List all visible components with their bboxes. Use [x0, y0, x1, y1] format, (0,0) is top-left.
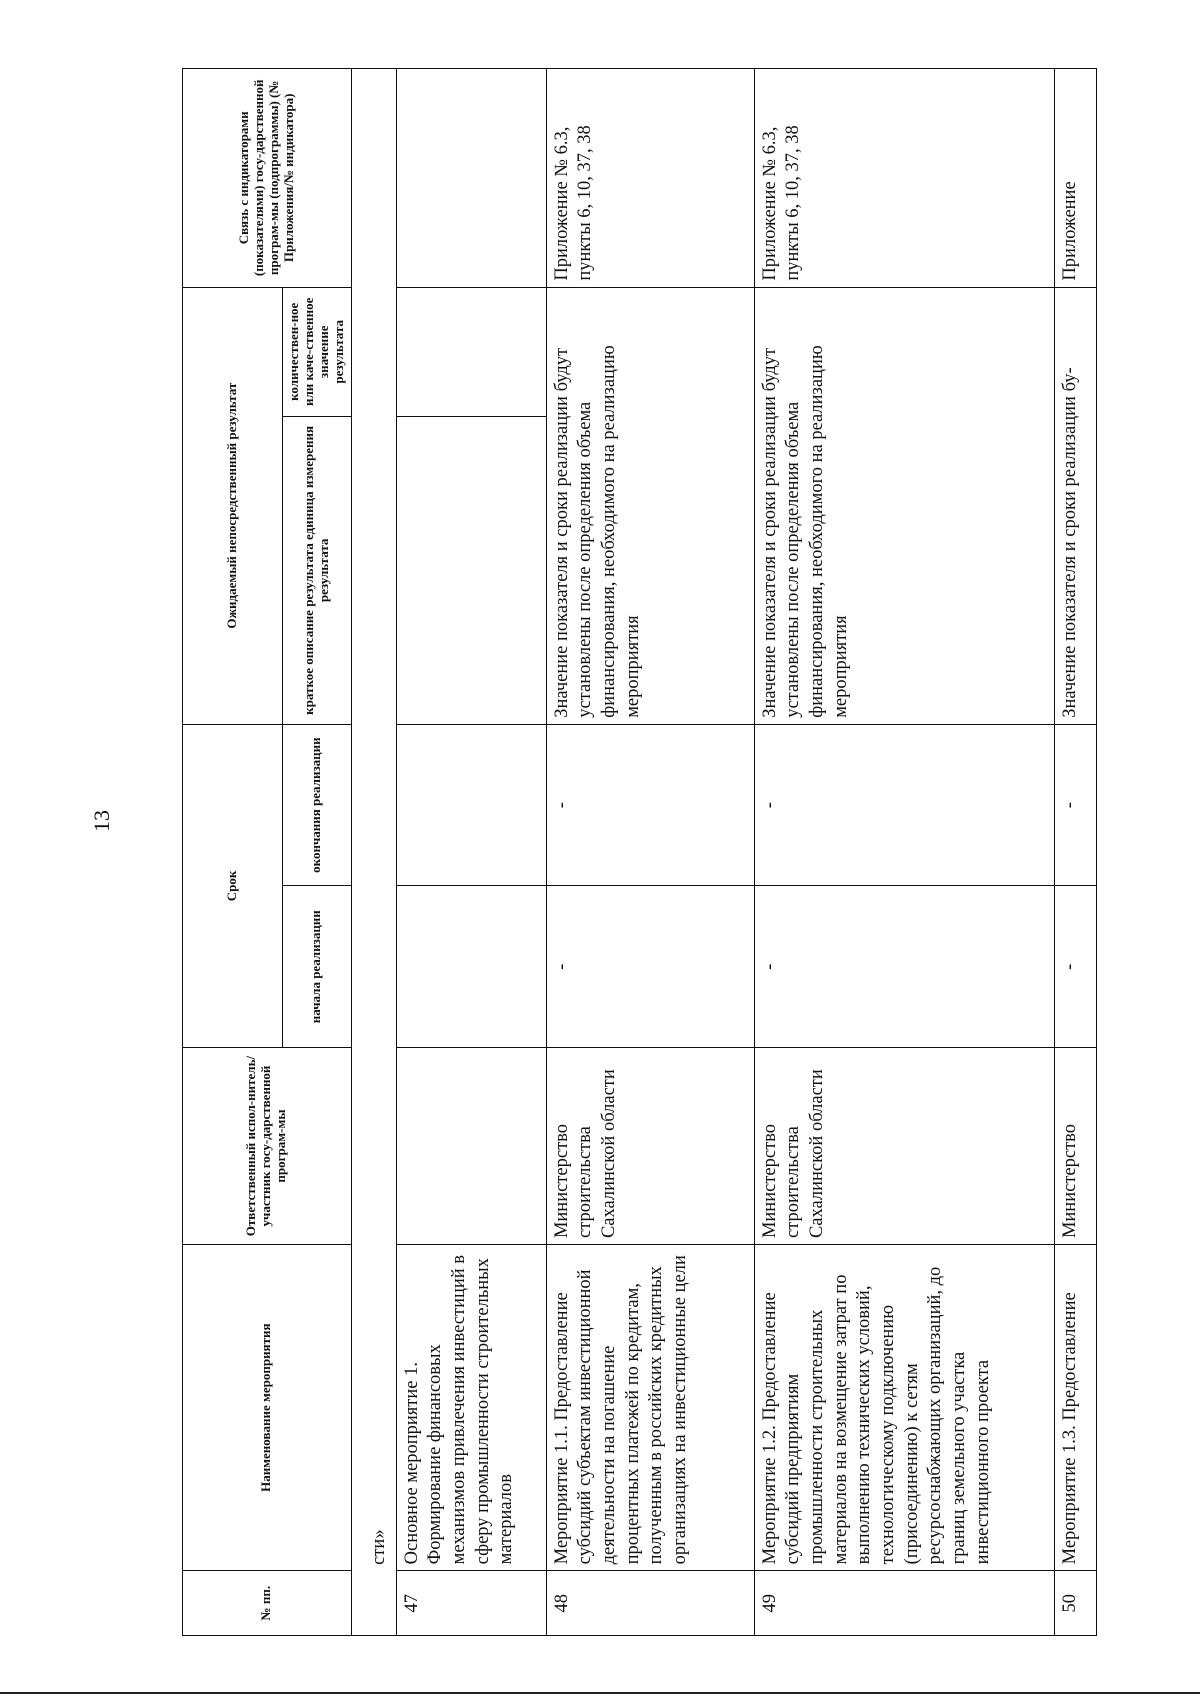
- table-row: [546, 69, 754, 1636]
- row-desc: Значение показателя и сроки реализации бу-: [1054, 287, 1096, 724]
- header-term: Срок: [183, 724, 283, 1047]
- header-result-value: количествен-ное или каче-ственное значение результата: [283, 287, 352, 416]
- row-desc: [396, 416, 546, 724]
- table-row: [396, 69, 546, 1636]
- row-responsible: Министерство строительства Сахалинской области: [754, 1048, 1054, 1245]
- row-responsible: Министерство: [1054, 1048, 1096, 1245]
- row-name: Мероприятие 1.1. Предоставление субсидий субъектам инвестиционной деятельности на погашение процентных платежей по кредитам, полученным в российских кредитных организациях на инвестиционные цели: [546, 1245, 754, 1571]
- row-responsible: Министерство строительства Сахалинской области: [546, 1048, 754, 1245]
- header-responsible: Ответственный испол-нитель/участник госу-дарственной програм-мы: [183, 1048, 352, 1245]
- header-term-start: начала реализации: [283, 886, 352, 1048]
- row-start: [396, 886, 546, 1048]
- row-end: -: [1054, 724, 1096, 886]
- measures-table: [182, 68, 1097, 1636]
- continuation-row: [351, 69, 396, 1636]
- row-name: Мероприятие 1.3. Предоставление: [1054, 1245, 1096, 1571]
- row-link: Приложение № 6.3, пункты 6, 10, 37, 38: [546, 69, 754, 288]
- table-row: [1054, 69, 1096, 1636]
- row-start: -: [546, 886, 754, 1048]
- rotated-table-wrapper: [182, 68, 1090, 1636]
- header-result-desc: краткое описание результата единица измерения результата: [283, 416, 352, 724]
- row-name: Мероприятие 1.2. Предоставление субсидий предприятиям промышленности строительных материалов на возмещение затрат по выполнению технических условий, технологическому подключению (присоединению) к сетям ресурсоснабжающих организаций, до границ земельного участка инвестиционного проекта: [754, 1245, 1054, 1571]
- header-link: Связь с индикаторами (показателями) госу-дарственной програм-мы (подпрограммы) (№ Приложения/№ индикатора): [183, 69, 352, 288]
- row-link: [396, 69, 546, 288]
- continuation-text: сти»: [351, 69, 396, 1571]
- header-result: Ожидаемый непосредственный результат: [183, 287, 283, 724]
- scan-edge-line: [0, 1692, 1200, 1694]
- row-value: [396, 287, 546, 416]
- row-start: -: [1054, 886, 1096, 1048]
- header-num: № пп.: [183, 1571, 352, 1636]
- table-row: [754, 69, 1054, 1636]
- row-link: Приложение: [1054, 69, 1096, 288]
- row-num: 48: [546, 1571, 754, 1636]
- row-num: 50: [1054, 1571, 1096, 1636]
- row-end: -: [754, 724, 1054, 886]
- row-desc: Значение показателя и сроки реализации будут установлены после определения объема финансирования, необходимого на реализацию мероприятия: [546, 287, 754, 724]
- header-term-end: окончания реализации: [283, 724, 352, 886]
- header-row-1: [183, 69, 283, 1636]
- row-end: -: [546, 724, 754, 886]
- row-end: [396, 724, 546, 886]
- row-link: Приложение № 6.3, пункты 6, 10, 37, 38: [754, 69, 1054, 288]
- row-desc: Значение показателя и сроки реализации будут установлены после определения объема финансирования, необходимого на реализацию мероприятия: [754, 287, 1054, 724]
- row-num: 49: [754, 1571, 1054, 1636]
- row-start: -: [754, 886, 1054, 1048]
- page-number: 13: [89, 810, 114, 832]
- row-num: 47: [396, 1571, 546, 1636]
- header-name: Наименование мероприятия: [183, 1245, 352, 1571]
- row-responsible: [396, 1048, 546, 1245]
- row-name: Основное мероприятие 1. Формирование финансовых механизмов привлечения инвестиций в сферу промышленности строительных материалов: [396, 1245, 546, 1571]
